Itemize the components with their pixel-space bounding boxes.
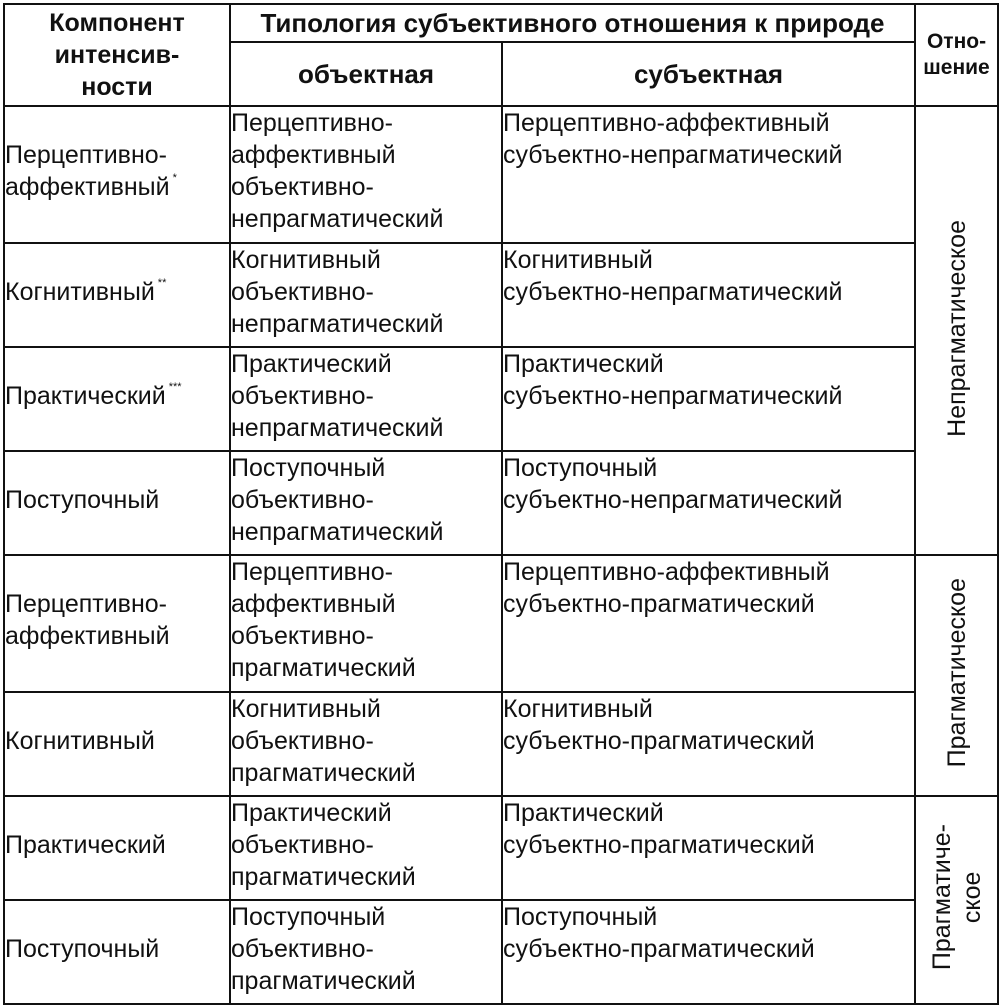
row-component-cell	[4, 106, 230, 243]
footnote-mark: **	[157, 277, 167, 289]
row-subjective: Когнитивный субъектно-непрагматический	[502, 243, 915, 347]
row-component: Перцептивно- аффективный	[5, 141, 170, 201]
relation-non-pragmatic-label: Непрагматическое	[942, 219, 971, 437]
table-row	[4, 796, 998, 900]
row-subjective: Когнитивный субъектно-прагматический	[502, 692, 915, 796]
row-subjective: Перцептивно-аффективный субъектно-прагматический	[502, 555, 915, 692]
table-row	[4, 347, 998, 451]
row-objective: Когнитивный объективно- прагматический	[230, 692, 502, 796]
footnote-mark: ***	[168, 381, 182, 393]
header-typology-label: Типология субъективного отношения к природе	[260, 8, 885, 38]
header-relation	[915, 4, 998, 106]
header-component	[4, 4, 230, 106]
footnote-mark: *	[172, 172, 177, 184]
row-component-cell	[4, 900, 230, 1004]
header-objective	[230, 42, 502, 106]
header-subjective-label: субъектная	[633, 59, 784, 89]
header-objective-label: объектная	[297, 59, 435, 89]
row-component-cell	[4, 555, 230, 692]
row-component: Практический	[5, 382, 166, 410]
row-objective: Перцептивно- аффективный объективно- прагматический	[230, 555, 502, 692]
header-component-label: Компонент интенсив- ности	[49, 9, 185, 101]
row-objective: Перцептивно- аффективный объективно- непрагматический	[230, 106, 502, 243]
row-subjective: Перцептивно-аффективный субъектно-непрагматический	[502, 106, 915, 243]
row-objective: Поступочный объективно- прагматический	[230, 900, 502, 1004]
row-component-cell	[4, 451, 230, 555]
relation-pragmatic	[915, 555, 998, 796]
row-subjective: Поступочный субъектно-прагматический	[502, 900, 915, 1004]
row-objective: Поступочный объективно- непрагматический	[230, 451, 502, 555]
row-subjective: Поступочный субъектно-непрагматический	[502, 451, 915, 555]
relation-pragmatic-label: Прагматическое	[942, 578, 971, 768]
row-component-cell	[4, 796, 230, 900]
table-row	[4, 451, 998, 555]
row-objective: Практический объективно- прагматический	[230, 796, 502, 900]
row-component: Когнитивный	[5, 278, 155, 306]
row-objective: Когнитивный объективно- непрагматический	[230, 243, 502, 347]
relation-pragmatic-2	[915, 796, 998, 1004]
row-component: Практический	[5, 831, 166, 859]
row-component-cell	[4, 347, 230, 451]
row-component-cell	[4, 243, 230, 347]
header-subjective	[502, 42, 915, 106]
typology-table	[3, 3, 999, 1005]
row-subjective: Практический субъектно-прагматический	[502, 796, 915, 900]
row-component: Поступочный	[5, 935, 160, 963]
header-relation-label: Отно- шение	[923, 30, 990, 79]
row-component-cell	[4, 692, 230, 796]
row-component: Перцептивно- аффективный	[5, 590, 170, 650]
table-row	[4, 106, 998, 243]
row-component: Когнитивный	[5, 727, 155, 755]
table-row	[4, 900, 998, 1004]
table-row	[4, 243, 998, 347]
table-row	[4, 692, 998, 796]
row-subjective: Практический субъектно-непрагматический	[502, 347, 915, 451]
relation-non-pragmatic	[915, 106, 998, 555]
table-row	[4, 555, 998, 692]
relation-pragmatic-2-label: Прагматиче- ское	[927, 824, 986, 971]
header-typology	[230, 4, 915, 42]
row-objective: Практический объективно- непрагматический	[230, 347, 502, 451]
row-component: Поступочный	[5, 486, 160, 514]
